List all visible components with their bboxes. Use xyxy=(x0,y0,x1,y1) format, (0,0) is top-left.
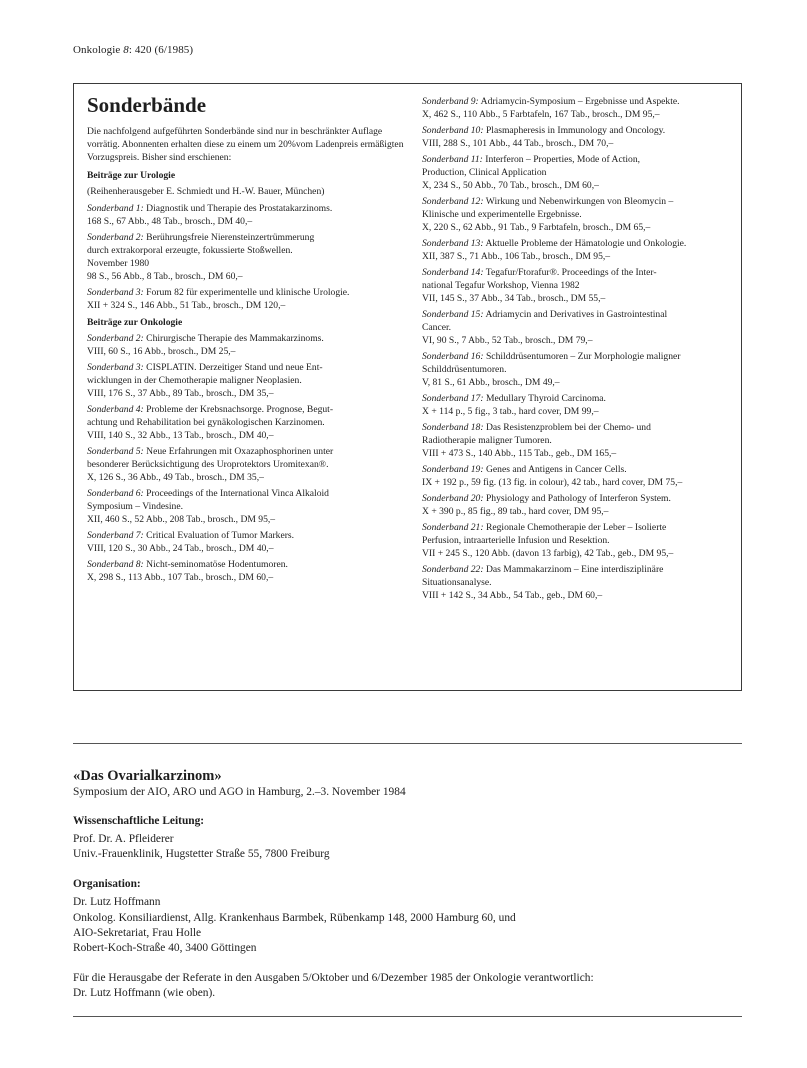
onkologie-entry-list-left xyxy=(87,332,405,584)
sonderband-entry xyxy=(422,195,738,234)
sonderband-text: X, 126 S., 36 Abb., 49 Tab., brosch., DM 35,– xyxy=(87,472,264,484)
sonderband-text: achtung und Rehabilitation bei gynäkologischen Karzinomen. xyxy=(87,417,325,429)
sonderband-label: Sonderband 4: xyxy=(87,404,144,416)
sonderband-detail-line xyxy=(87,215,405,228)
sonderband-label: Sonderband 22: xyxy=(422,564,484,575)
sonderband-label: Sonderband 2: xyxy=(87,232,144,244)
sonderband-detail-line xyxy=(87,345,405,358)
sonderband-title-line xyxy=(422,195,738,208)
sonderband-text: XII, 387 S., 71 Abb., 106 Tab., brosch., DM 95,– xyxy=(422,251,611,262)
sonderband-detail-line xyxy=(87,500,405,513)
sonderband-text: X + 390 p., 85 fig., 89 tab., hard cover, DM 95,– xyxy=(422,506,609,517)
sonderband-entry xyxy=(87,361,405,400)
sonderband-entry xyxy=(422,124,738,150)
sonderband-text: Proceedings of the International Vinca Alkaloid xyxy=(146,488,329,500)
sonderband-text: Cancer. xyxy=(422,322,452,333)
sonderband-entry xyxy=(87,231,405,283)
sonderband-title-line xyxy=(422,492,738,505)
sonderband-detail-line xyxy=(422,405,738,418)
sonderbaende-box xyxy=(73,83,742,691)
sonderband-detail-line xyxy=(422,179,738,192)
sonderband-text: Tegafur/Ftorafur®. Proceedings of the Inter- xyxy=(485,267,657,278)
sonderband-text: Genes and Antigens in Cancer Cells. xyxy=(485,464,627,475)
sonderband-text: wicklungen in der Chemotherapie maligner Neoplasien. xyxy=(87,375,302,387)
sonderband-text: VIII + 142 S., 34 Abb., 54 Tab., geb., DM 60,– xyxy=(422,590,603,601)
sonderband-text: VIII, 176 S., 37 Abb., 89 Tab., brosch., DM 35,– xyxy=(87,388,274,400)
organisation-line: AIO-Sekretariat, Frau Holle xyxy=(73,926,202,939)
sonderband-detail-line xyxy=(87,299,405,312)
conference-section xyxy=(73,767,742,1017)
sonderband-entry xyxy=(87,558,405,584)
sonderband-label: Sonderband 8: xyxy=(87,559,144,571)
sonderband-detail-line xyxy=(422,250,738,263)
sonderband-title-line xyxy=(422,421,738,434)
sonderband-label: Sonderband 7: xyxy=(87,530,144,542)
sonderbaende-intro: Die nachfolgend aufgeführten Sonderbände sind nur in beschränkter Auflage vorrätig. Abonnenten erhalten diese zu einem um 20%vom Ladenpreis ermäßigten Vorzugspreis. Bisher sind erschienen: xyxy=(87,126,404,164)
sonderband-detail-line xyxy=(422,376,738,389)
sonderband-text: Wirkung und Nebenwirkungen von Bleomycin – xyxy=(485,196,674,207)
sonderband-detail-line xyxy=(422,447,738,460)
sonderband-text: VIII, 288 S., 101 Abb., 44 Tab., brosch., DM 70,– xyxy=(422,138,614,149)
sonderband-title-line xyxy=(87,202,405,215)
sonderband-text: durch extrakorporal erzeugte, fokussierte Stoßwellen. xyxy=(87,245,293,257)
sonderband-detail-line xyxy=(87,270,405,283)
sonderband-label: Sonderband 5: xyxy=(87,446,144,458)
sonderband-text: Probleme der Krebsnachsorge. Prognose, Begut- xyxy=(146,404,334,416)
sonderband-text: Adriamycin-Symposium – Ergebnisse und Aspekte. xyxy=(480,96,680,107)
sonderband-detail-line xyxy=(422,279,738,292)
sonderband-text: IX + 192 p., 59 fig. (13 fig. in colour), 42 tab., hard cover, DM 75,– xyxy=(422,477,683,488)
sonderband-title-line xyxy=(422,124,738,137)
sonderband-text: VIII, 60 S., 16 Abb., brosch., DM 25,– xyxy=(87,346,236,358)
sonderband-text: Adriamycin and Derivatives in Gastrointestinal xyxy=(485,309,668,320)
conference-title: «Das Ovarialkarzinom» xyxy=(73,768,222,784)
sonderband-entry xyxy=(87,487,405,526)
sonderband-text: Plasmapheresis in Immunology and Oncology. xyxy=(485,125,666,136)
sonderband-title-line xyxy=(422,392,738,405)
sonderband-text: Physiology and Pathology of Interferon System. xyxy=(485,493,671,504)
sonderband-entry xyxy=(422,521,738,560)
sonderband-detail-line xyxy=(87,257,405,270)
sonderband-entry xyxy=(422,421,738,460)
sonderband-text: VII + 245 S., 120 Abb. (davon 13 farbig), 42 Tab., geb., DM 95,– xyxy=(422,548,674,559)
sonderband-text: X, 234 S., 50 Abb., 70 Tab., brosch., DM 60,– xyxy=(422,180,599,191)
sonderband-entry xyxy=(87,403,405,442)
sonderband-label: Sonderband 9: xyxy=(422,96,479,107)
sonderband-detail-line xyxy=(422,505,738,518)
sonderband-title-line xyxy=(422,463,738,476)
sonderband-label: Sonderband 17: xyxy=(422,393,484,404)
sonderband-detail-line xyxy=(422,476,738,489)
sonderband-detail-line xyxy=(422,166,738,179)
sonderband-label: Sonderband 3: xyxy=(87,362,144,374)
sonderband-detail-line xyxy=(87,429,405,442)
sonderband-title-line xyxy=(422,350,738,363)
footer-note xyxy=(73,971,742,1001)
journal-volume: 8 xyxy=(123,44,129,56)
sonderband-label: Sonderband 3: xyxy=(87,287,144,299)
sonderband-detail-line xyxy=(422,434,738,447)
sonderband-label: Sonderband 10: xyxy=(422,125,484,136)
sonderband-label: Sonderband 16: xyxy=(422,351,484,362)
sonderband-text: besonderer Berücksichtigung des Uroprotektors Uromitexan®. xyxy=(87,459,329,471)
urologie-heading: Beiträge zur Urologie xyxy=(87,170,176,182)
sonderband-label: Sonderband 1: xyxy=(87,203,144,215)
sonderband-detail-line xyxy=(87,471,405,484)
sonderband-text: VII, 145 S., 37 Abb., 34 Tab., brosch., DM 55,– xyxy=(422,293,606,304)
journal-pages: : 420 (6/1985) xyxy=(128,44,194,56)
sonderband-label: Sonderband 21: xyxy=(422,522,484,533)
sonderband-entry xyxy=(422,463,738,489)
sonderband-text: VIII, 120 S., 30 Abb., 24 Tab., brosch., DM 40,– xyxy=(87,543,274,555)
sonderband-text: CISPLATIN. Derzeitiger Stand und neue Ent- xyxy=(146,362,323,374)
section-divider-top xyxy=(73,743,742,744)
sonderbaende-right-column xyxy=(422,95,738,605)
footer-line: Dr. Lutz Hoffmann (wie oben). xyxy=(73,987,216,1000)
sonderband-entry xyxy=(87,332,405,358)
sonderband-title-line xyxy=(422,563,738,576)
sonderband-label: Sonderband 6: xyxy=(87,488,144,500)
sonderband-title-line xyxy=(422,153,738,166)
sonderband-text: XII, 460 S., 52 Abb., 208 Tab., brosch., DM 95,– xyxy=(87,514,276,526)
sonderband-detail-line xyxy=(87,458,405,471)
sonderband-detail-line xyxy=(422,221,738,234)
journal-name: Onkologie xyxy=(73,44,121,56)
sonderband-text: VIII, 140 S., 32 Abb., 13 Tab., brosch., DM 40,– xyxy=(87,430,274,442)
sonderband-label: Sonderband 15: xyxy=(422,309,484,320)
sonderband-text: Regionale Chemotherapie der Leber – Isolierte xyxy=(485,522,667,533)
sonderband-title-line xyxy=(422,308,738,321)
organisation-line: Onkolog. Konsiliardienst, Allg. Krankenhaus Barmbek, Rübenkamp 148, 2000 Hamburg 60, und xyxy=(73,911,516,924)
sonderband-text: Production, Clinical Application xyxy=(422,167,547,178)
sonderband-text: Situationsanalyse. xyxy=(422,577,492,588)
sonderband-text: Perfusion, intraarterielle Infusion und Resektion. xyxy=(422,535,610,546)
sonderband-text: Schilddrüsentumoren. xyxy=(422,364,507,375)
sonderband-text: Interferon – Properties, Mode of Action, xyxy=(485,154,641,165)
sonderband-text: VIII + 473 S., 140 Abb., 115 Tab., geb., DM 165,– xyxy=(422,448,617,459)
urologie-editor: (Reihenherausgeber E. Schmiedt und H.-W. Bauer, München) xyxy=(87,186,325,198)
sonderband-text: Aktuelle Probleme der Hämatologie und Onkologie. xyxy=(485,238,687,249)
leitung-heading: Wissenschaftliche Leitung: xyxy=(73,815,205,827)
sonderband-entry xyxy=(422,392,738,418)
sonderband-detail-line xyxy=(422,292,738,305)
sonderband-title-line xyxy=(87,529,405,542)
sonderband-detail-line xyxy=(87,416,405,429)
sonderband-text: VI, 90 S., 7 Abb., 52 Tab., brosch., DM 79,– xyxy=(422,335,593,346)
sonderband-entry xyxy=(422,153,738,192)
sonderband-text: Medullary Thyroid Carcinoma. xyxy=(485,393,606,404)
sonderband-entry xyxy=(422,266,738,305)
sonderband-text: 98 S., 56 Abb., 8 Tab., brosch., DM 60,– xyxy=(87,271,243,283)
sonderband-text: X, 220 S., 62 Abb., 91 Tab., 9 Farbtafeln, brosch., DM 65,– xyxy=(422,222,651,233)
sonderband-text: X, 462 S., 110 Abb., 5 Farbtafeln, 167 Tab., brosch., DM 95,– xyxy=(422,109,660,120)
sonderband-title-line xyxy=(87,361,405,374)
conference-subtitle: Symposium der AIO, ARO und AGO in Hamburg, 2.–3. November 1984 xyxy=(73,786,406,798)
sonderband-detail-line xyxy=(422,108,738,121)
sonderband-detail-line xyxy=(87,571,405,584)
organisation-heading: Organisation: xyxy=(73,878,141,891)
sonderband-text: 168 S., 67 Abb., 48 Tab., brosch., DM 40,– xyxy=(87,216,253,228)
sonderband-entry xyxy=(87,445,405,484)
sonderband-detail-line xyxy=(422,321,738,334)
sonderband-detail-line xyxy=(422,334,738,347)
sonderband-title-line xyxy=(87,558,405,571)
sonderband-text: Chirurgische Therapie des Mammakarzinoms. xyxy=(146,333,324,345)
sonderband-detail-line xyxy=(422,534,738,547)
sonderband-text: Forum 82 für experimentelle und klinische Urologie. xyxy=(146,287,350,299)
organisation-line: Dr. Lutz Hoffmann xyxy=(73,896,161,909)
sonderband-text: Nicht-seminomatöse Hodentumoren. xyxy=(146,559,288,571)
sonderband-detail-line xyxy=(422,589,738,602)
sonderband-label: Sonderband 11: xyxy=(422,154,483,165)
sonderband-title-line xyxy=(87,286,405,299)
sonderbaende-left-column xyxy=(87,94,405,587)
sonderband-label: Sonderband 18: xyxy=(422,422,484,433)
sonderband-text: Neue Erfahrungen mit Oxazaphosphorinen unter xyxy=(146,446,334,458)
sonderband-text: Radiotherapie maligner Tumoren. xyxy=(422,435,552,446)
sonderband-text: national Tegafur Workshop, Vienna 1982 xyxy=(422,280,580,291)
sonderband-detail-line xyxy=(422,547,738,560)
sonderband-entry xyxy=(422,237,738,263)
sonderband-entry xyxy=(422,95,738,121)
sonderband-label: Sonderband 19: xyxy=(422,464,484,475)
sonderband-label: Sonderband 20: xyxy=(422,493,484,504)
sonderbaende-title: Sonderbände xyxy=(87,93,207,117)
sonderband-label: Sonderband 12: xyxy=(422,196,484,207)
organisation-block xyxy=(73,877,742,956)
sonderband-text: XII + 324 S., 146 Abb., 51 Tab., brosch., DM 120,– xyxy=(87,300,286,312)
page-header xyxy=(73,44,193,56)
onkologie-heading: Beiträge zur Onkologie xyxy=(87,317,183,329)
sonderband-title-line xyxy=(87,445,405,458)
sonderband-text: Das Mammakarzinom – Eine interdisziplinäre xyxy=(485,564,664,575)
sonderband-label: Sonderband 13: xyxy=(422,238,484,249)
sonderband-text: Das Resistenzproblem bei der Chemo- und xyxy=(485,422,651,433)
sonderband-title-line xyxy=(87,231,405,244)
sonderband-text: Critical Evaluation of Tumor Markers. xyxy=(146,530,295,542)
sonderband-entry xyxy=(87,202,405,228)
sonderband-text: X, 298 S., 113 Abb., 107 Tab., brosch., DM 60,– xyxy=(87,572,274,584)
sonderband-entry xyxy=(422,492,738,518)
sonderband-detail-line xyxy=(422,208,738,221)
sonderband-title-line xyxy=(422,521,738,534)
section-divider-bottom xyxy=(73,1016,742,1017)
sonderband-detail-line xyxy=(422,363,738,376)
sonderband-detail-line xyxy=(87,244,405,257)
leitung-block xyxy=(73,814,742,862)
sonderband-title-line xyxy=(87,403,405,416)
sonderband-text: Schilddrüsentumoren – Zur Morphologie maligner xyxy=(485,351,681,362)
organisation-line: Robert-Koch-Straße 40, 3400 Göttingen xyxy=(73,942,257,955)
sonderband-title-line xyxy=(87,332,405,345)
sonderband-text: X + 114 p., 5 fig., 3 tab., hard cover, DM 99,– xyxy=(422,406,599,417)
sonderband-entry xyxy=(422,563,738,602)
footer-line: Für die Herausgabe der Referate in den Ausgaben 5/Oktober und 6/Dezember 1985 der Onkologie verantwortlich: xyxy=(73,972,594,985)
sonderband-entry xyxy=(422,350,738,389)
sonderband-title-line xyxy=(422,95,738,108)
sonderband-title-line xyxy=(422,266,738,279)
sonderband-text: V, 81 S., 61 Abb., brosch., DM 49,– xyxy=(422,377,560,388)
sonderband-entry xyxy=(422,308,738,347)
sonderband-detail-line xyxy=(87,387,405,400)
sonderband-detail-line xyxy=(87,513,405,526)
sonderband-detail-line xyxy=(422,137,738,150)
sonderband-text: Klinische und experimentelle Ergebnisse. xyxy=(422,209,582,220)
sonderband-detail-line xyxy=(87,374,405,387)
leitung-line: Prof. Dr. A. Pfleiderer xyxy=(73,833,174,845)
sonderband-detail-line xyxy=(422,576,738,589)
sonderband-title-line xyxy=(87,487,405,500)
onkologie-entry-list-right xyxy=(422,95,738,602)
sonderband-text: November 1980 xyxy=(87,258,150,270)
sonderband-label: Sonderband 14: xyxy=(422,267,484,278)
sonderband-text: Berührungsfreie Nierensteinzertrümmerung xyxy=(146,232,315,244)
urologie-entry-list xyxy=(87,202,405,312)
sonderband-text: Diagnostik und Therapie des Prostatakarzinoms. xyxy=(146,203,333,215)
sonderband-entry xyxy=(87,286,405,312)
sonderband-label: Sonderband 2: xyxy=(87,333,144,345)
leitung-line: Univ.-Frauenklinik, Hugstetter Straße 55, 7800 Freiburg xyxy=(73,848,330,861)
sonderband-detail-line xyxy=(87,542,405,555)
sonderband-title-line xyxy=(422,237,738,250)
sonderband-entry xyxy=(87,529,405,555)
sonderband-text: Symposium – Vindesine. xyxy=(87,501,183,513)
